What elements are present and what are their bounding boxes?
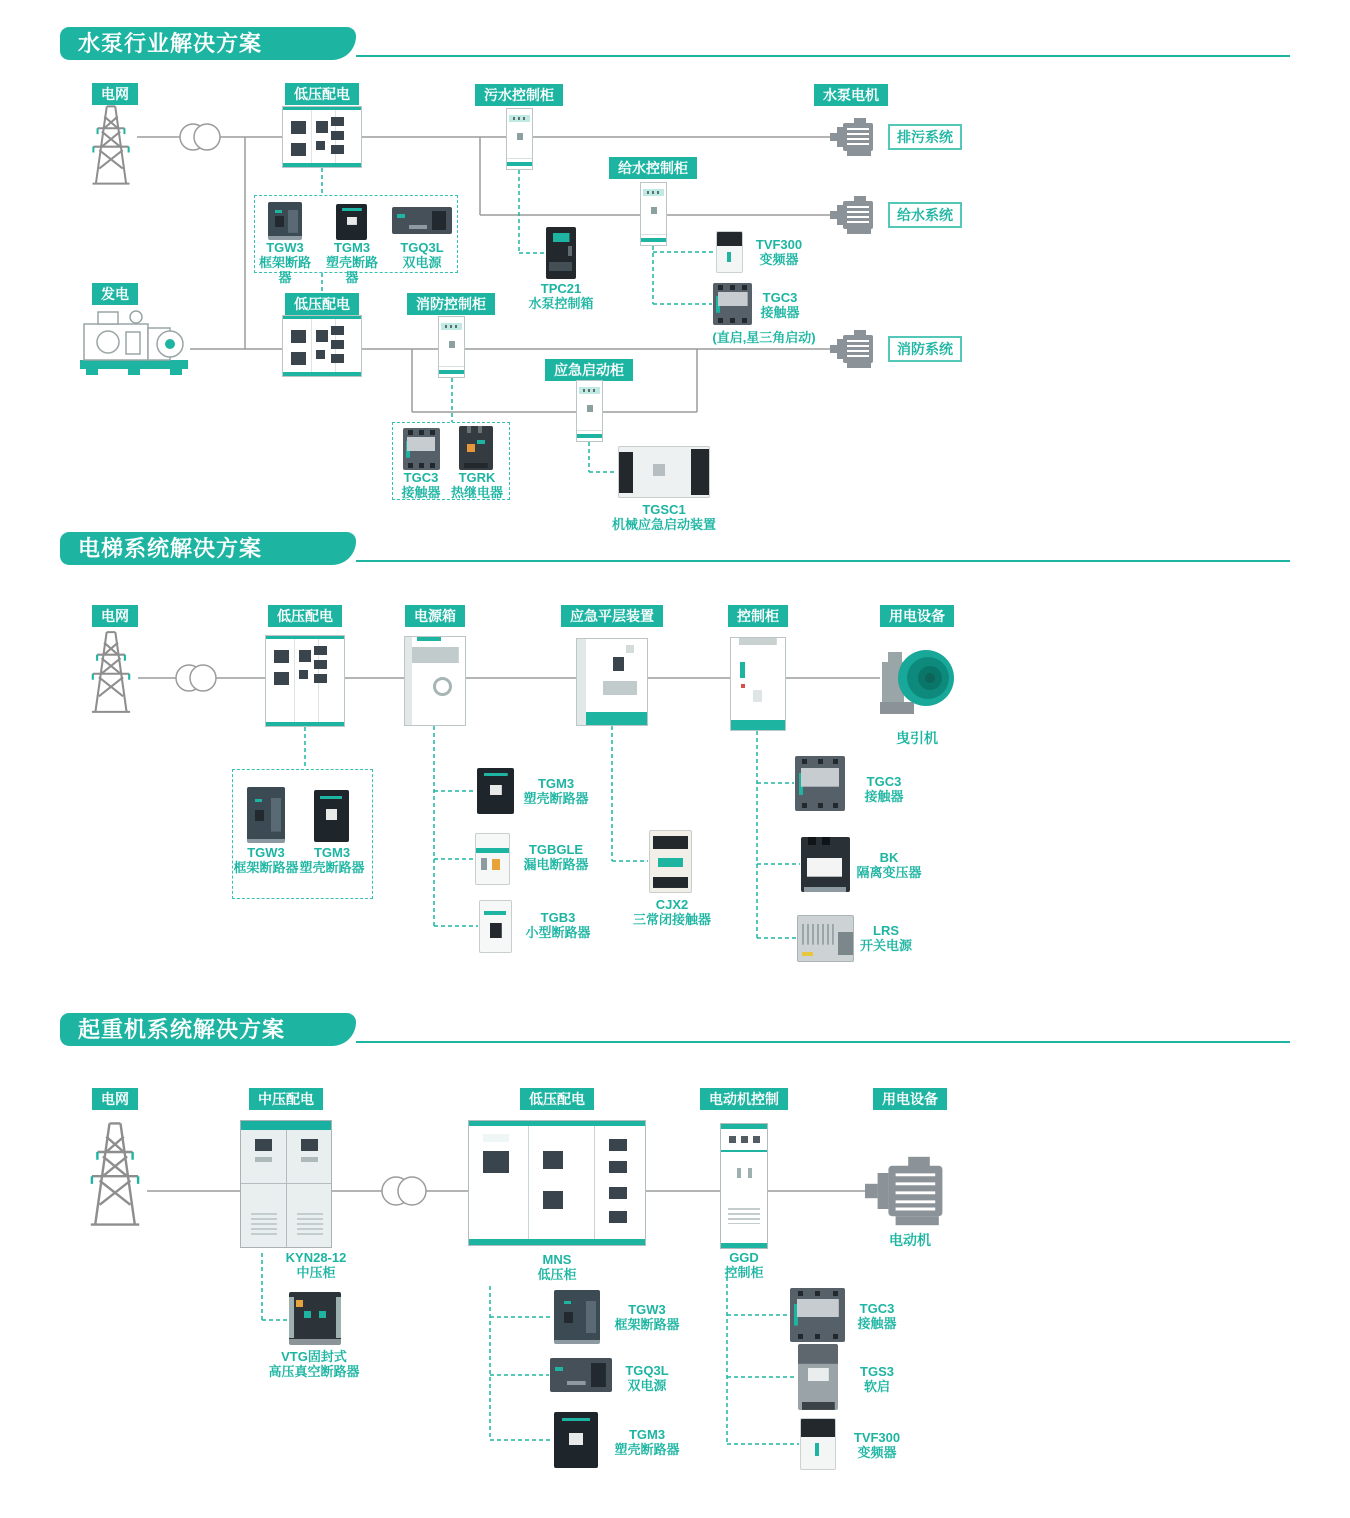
product-label-tgsc1: TGSC1 机械应急启动装置	[611, 502, 716, 532]
product-label-tvf300: TVF300 变频器	[755, 237, 803, 267]
cabinet-lv-distribution-1	[282, 106, 362, 168]
transmission-tower-icon	[85, 628, 137, 716]
tag-motor-control: 电动机控制	[700, 1088, 788, 1110]
system-badge-drain: 排污系统	[888, 124, 962, 150]
cabinet-fire-control	[438, 316, 465, 378]
system-badge-fire: 消防系统	[888, 336, 962, 362]
electric-motor-icon	[865, 1156, 955, 1226]
vtg-breaker-image	[289, 1292, 341, 1345]
cabinet-emergency-start	[576, 380, 603, 442]
tgq3l-ats-image	[392, 207, 452, 234]
cjx2-contactor-image	[649, 830, 692, 893]
cabinet-mns-lv	[468, 1120, 646, 1246]
electric-motor-label: 电动机	[889, 1232, 931, 1248]
tgw3-breaker-image	[247, 787, 285, 843]
traction-machine-label: 曳引机	[896, 730, 938, 746]
section-divider	[356, 55, 1290, 57]
cabinet-elevator-control	[730, 637, 786, 731]
product-label-tgm3-box: TGM3 塑壳断路器	[299, 845, 365, 875]
tag-lv-distribution: 低压配电	[268, 605, 342, 627]
cabinet-power-box	[404, 636, 466, 726]
cabinet-lv-distribution	[265, 635, 345, 727]
tgm3-breaker-image	[477, 768, 514, 814]
product-label-tgrk: TGRK 热继电器	[450, 470, 503, 500]
tgm3-breaker-image	[314, 790, 349, 842]
tag-lv-distribution: 低压配电	[520, 1088, 594, 1110]
tag-pump-motor: 水泵电机	[814, 84, 888, 106]
cabinet-label-kyn: KYN28-12 中压柜	[285, 1250, 347, 1280]
product-label-tgw3: TGW3 框架断路器	[258, 240, 311, 285]
tag-grid: 电网	[92, 83, 138, 105]
product-label-tgc3: TGC3 接触器	[864, 774, 904, 804]
product-label-tgq3l: TGQ3L 双电源	[400, 240, 444, 270]
tpc21-controller-image	[546, 227, 576, 279]
product-label-tgc3-start: TGC3 接触器	[760, 290, 800, 320]
traction-machine-icon	[880, 636, 955, 722]
lrs-power-supply-image	[797, 915, 854, 962]
tag-grid: 电网	[92, 1088, 138, 1110]
cabinet-sewage-control	[506, 108, 533, 170]
tvf300-inverter-image	[800, 1418, 836, 1470]
tgbgle-breaker-image	[475, 833, 510, 885]
tag-emergency-cabinet: 应急启动柜	[545, 359, 633, 381]
section-divider	[356, 1041, 1290, 1043]
product-label-cjx2: CJX2 三常闭接触器	[632, 897, 711, 927]
tgc3-contactor-image-start	[713, 283, 752, 325]
product-label-tpc21: TPC21 水泵控制箱	[528, 281, 594, 311]
cabinet-leveling-device	[576, 638, 648, 726]
tgb3-breaker-image	[479, 900, 512, 953]
tgw3-breaker-image	[268, 202, 302, 240]
product-label-tgq3l: TGQ3L 双电源	[625, 1363, 669, 1393]
tgc3-contactor-image-fire	[403, 428, 440, 470]
product-label-tgm3: TGM3 塑壳断路器	[325, 240, 378, 285]
tag-equipment: 用电设备	[873, 1088, 947, 1110]
transmission-tower-icon	[82, 1112, 148, 1236]
cabinet-ggd-control	[720, 1123, 768, 1249]
product-label-tgc3: TGC3 接触器	[857, 1301, 897, 1331]
tag-sewage-cabinet: 污水控制柜	[475, 84, 563, 106]
tag-equipment: 用电设备	[880, 605, 954, 627]
product-label-vtg: VTG固封式 高压真空断路器	[268, 1349, 360, 1379]
transmission-tower-icon	[85, 103, 137, 187]
product-label-tgw3: TGW3 框架断路器	[233, 845, 299, 875]
tgs3-softstarter-image	[798, 1344, 838, 1410]
product-label-tgm3: TGM3 塑壳断路器	[614, 1427, 680, 1457]
tag-water-cabinet: 给水控制柜	[609, 157, 697, 179]
tag-generator: 发电	[92, 283, 138, 305]
tgw3-breaker-image	[554, 1290, 600, 1344]
system-badge-supply: 给水系统	[888, 202, 962, 228]
product-label-tvf300: TVF300 变频器	[853, 1430, 901, 1460]
cabinet-water-supply-control	[640, 182, 667, 246]
product-label-tgs3: TGS3 软启	[860, 1364, 894, 1394]
cabinet-label-mns: MNS 低压柜	[537, 1252, 577, 1282]
section-divider	[356, 560, 1290, 562]
pump-motor-icon-drain	[830, 118, 880, 156]
tgrk-relay-image	[459, 426, 493, 470]
tag-leveling-device: 应急平层装置	[561, 605, 663, 627]
product-label-tgw3: TGW3 框架断路器	[614, 1302, 680, 1332]
tgm3-breaker-image	[336, 204, 367, 240]
tag-lv-distribution-2: 低压配电	[285, 293, 359, 315]
tag-control-cabinet: 控制柜	[728, 605, 788, 627]
product-label-tgbgle: TGBGLE 漏电断路器	[523, 842, 589, 872]
tgm3-breaker-image	[554, 1412, 598, 1468]
product-label-tgc3-fire: TGC3 接触器	[401, 470, 441, 500]
product-label-tgb3: TGB3 小型断路器	[525, 910, 591, 940]
pump-motor-icon-fire	[830, 330, 880, 368]
tgc3-contactor-image	[795, 756, 845, 811]
tag-lv-distribution-1: 低压配电	[285, 83, 359, 105]
tag-grid: 电网	[92, 605, 138, 627]
section-title-elevator: 电梯系统解决方案	[60, 532, 356, 565]
start-mode-note: (直启,星三角启动)	[712, 330, 816, 345]
pump-motor-icon-supply	[830, 196, 880, 234]
cabinet-lv-distribution-2	[282, 315, 362, 377]
section-title-crane: 起重机系统解决方案	[60, 1013, 356, 1046]
product-label-tgm3: TGM3 塑壳断路器	[523, 776, 589, 806]
section-title-pump: 水泵行业解决方案	[60, 27, 356, 60]
tag-power-box: 电源箱	[405, 605, 465, 627]
tgsc1-device-image	[618, 446, 710, 498]
tgq3l-ats-image	[550, 1358, 612, 1392]
tvf300-inverter-image	[716, 231, 743, 273]
diesel-generator-icon	[78, 302, 190, 380]
bk-transformer-image	[801, 837, 850, 892]
product-label-bk: BK 隔离变压器	[856, 850, 922, 880]
tgc3-contactor-image	[790, 1288, 845, 1342]
cabinet-label-ggd: GGD 控制柜	[724, 1250, 764, 1280]
product-label-lrs: LRS 开关电源	[859, 923, 912, 953]
tag-mv-distribution: 中压配电	[249, 1088, 323, 1110]
cabinet-kyn-mv	[240, 1120, 332, 1248]
tag-fire-cabinet: 消防控制柜	[407, 293, 495, 315]
